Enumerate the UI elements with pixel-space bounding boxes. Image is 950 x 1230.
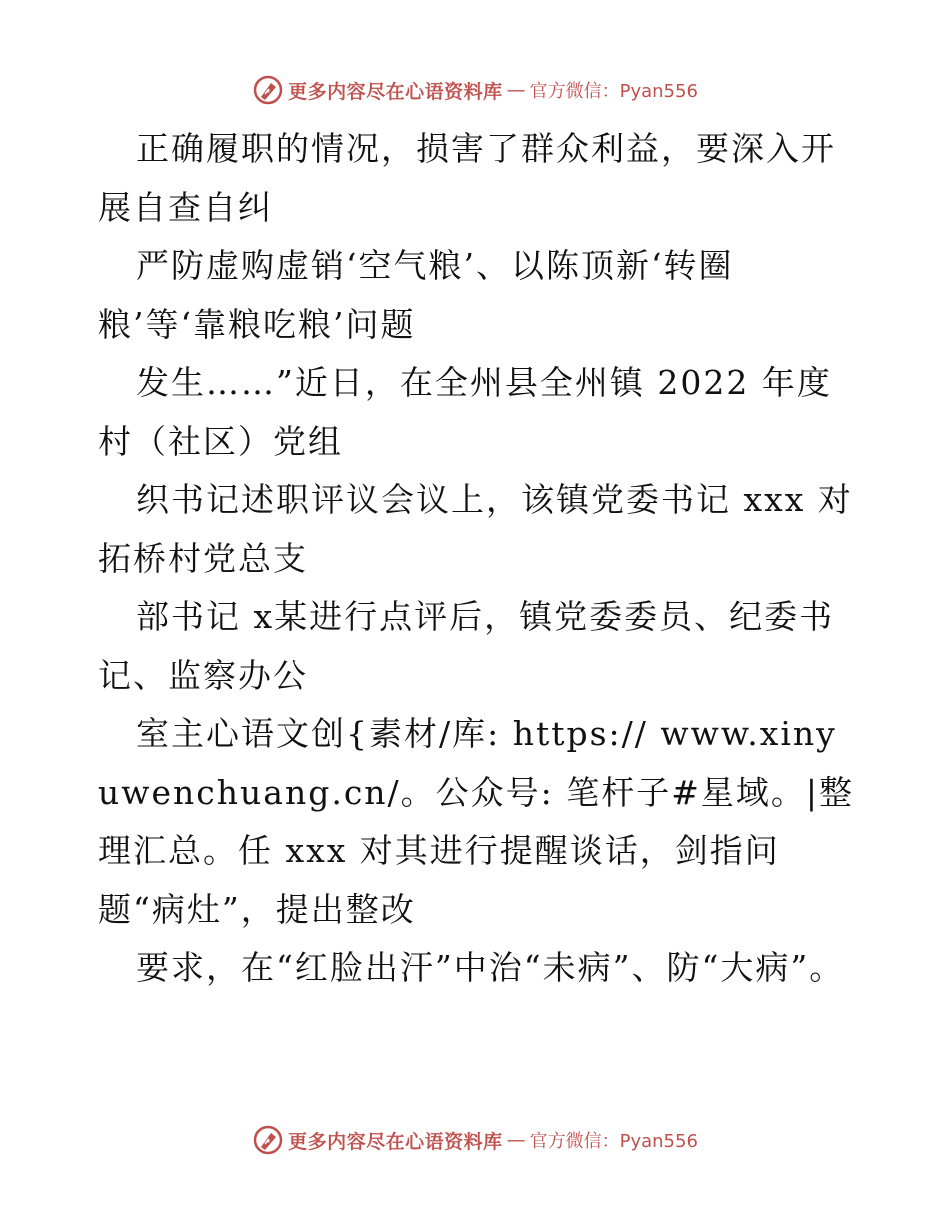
paragraph-2: 严防虚购虚销‘空气粮’、以陈顶新‘转圈粮’等‘靠粮吃粮’问题	[98, 246, 734, 344]
pen-nib-logo-icon	[252, 74, 284, 106]
footer-contact-text: 官方微信：Pyan556	[529, 1131, 698, 1152]
header-dash: —	[506, 79, 526, 101]
footer-site-text: 更多内容尽在心语资料库	[288, 1130, 503, 1153]
paragraph-7: 要求，在“红脸出汗”中治“未病”、防“大病”。	[136, 948, 845, 987]
page-footer-banner	[0, 1120, 950, 1160]
header-logo-group	[252, 74, 698, 106]
paragraph-5: 部书记 x某进行点评后，镇党委委员、纪委书记、监察办公	[98, 597, 835, 695]
header-contact-text: 官方微信：Pyan556	[529, 81, 698, 102]
paragraph-1: 正确履职的情况，损害了群众利益，要深入开展自查自纠	[98, 129, 836, 227]
header-site-text: 更多内容尽在心语资料库	[288, 80, 503, 103]
page-header-banner	[0, 70, 950, 110]
footer-dash: —	[506, 1129, 526, 1151]
paragraph-4: 织书记述职评议会议上，该镇党委书记 xxx 对拓桥村党总支	[98, 480, 853, 578]
pen-nib-logo-icon	[252, 1124, 284, 1156]
paragraph-6: 室主心语文创{素材/库: https:// www.xinyuwenchuang.cn/。公众号: 笔杆子#星域。|整理汇总。任 xxx 对其进行提醒谈话，剑指问题“病灶”，提出整改	[98, 714, 855, 929]
paragraph-3: 发生……”近日，在全州县全州镇 2022 年度村（社区）党组	[98, 363, 832, 461]
document-body	[98, 120, 858, 998]
footer-logo-group	[252, 1124, 698, 1156]
